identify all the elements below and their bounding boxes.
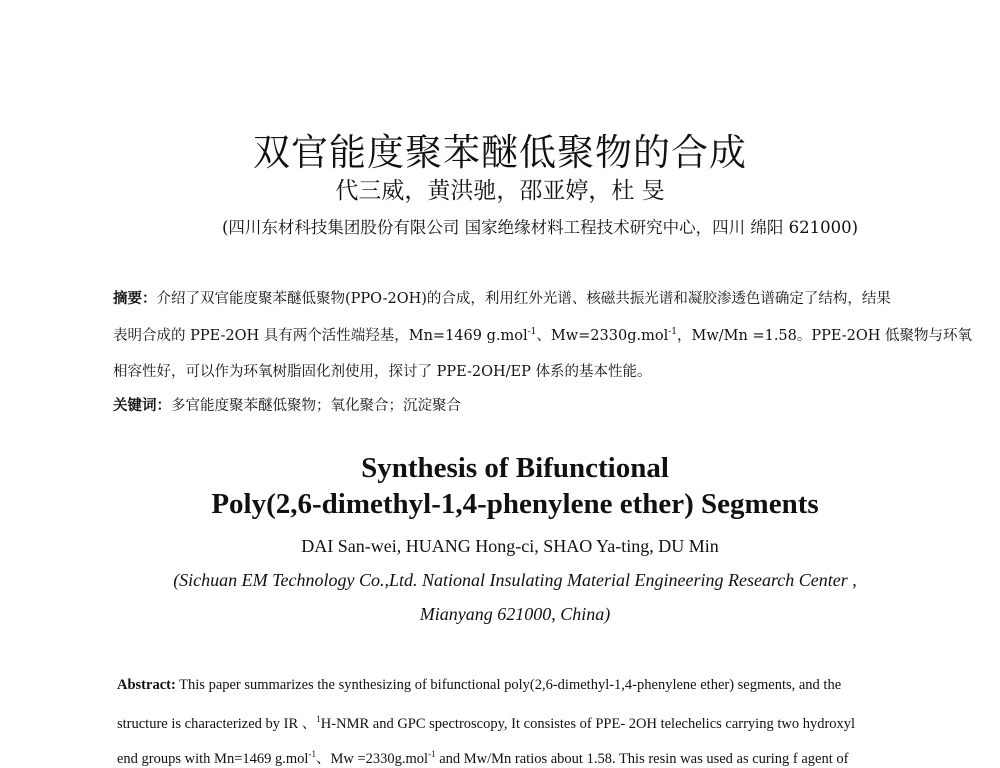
chinese-abstract-text-2b: 、Mw=2330g.mol [536, 328, 669, 344]
english-authors: DAI San-wei, HUANG Hong-ci, SHAO Ya-ting, DU Min [301, 536, 719, 556]
english-abstract-text-1: This paper summarizes the synthesizing of bifunctional poly(2,6-dimethyl-1,4-phenylene ether) segments, and the [175, 677, 842, 693]
english-affiliation-line-2: Mianyang 621000, China) [419, 604, 611, 624]
chinese-abstract-text-2c: ，Mw/Mn =1.58。PPE-2OH 低聚物与环氧 [677, 328, 973, 344]
english-abstract-text-3b: 、Mw =2330g.mol [315, 751, 429, 767]
chinese-abstract-line-1 [113, 289, 913, 309]
superscript: -1 [668, 327, 677, 337]
chinese-abstract-label: 摘要： [113, 290, 157, 307]
english-abstract-label: Abstract: [117, 677, 176, 693]
chinese-abstract-text-1: 介绍了双官能度聚苯醚低聚物(PPO-2OH)的合成，利用红外光谱、核磁共振光谱和凝胶渗透色谱确定了结构，结果 [156, 291, 891, 307]
chinese-affiliation: (四川东材科技集团股份有限公司 国家绝缘材料工程技术研究中心，四川 绵阳 621000) [221, 218, 859, 237]
superscript: 1 [316, 714, 321, 724]
superscript: -1 [527, 327, 537, 337]
english-abstract-text-3a: end groups with Mn=1469 g.mol [117, 751, 309, 767]
english-affiliation-line-1: (Sichuan EM Technology Co.,Ltd. National Insulating Material Engineering Research Center , [173, 570, 857, 590]
chinese-abstract-text-2a: 表明合成的 PPE-2OH 具有两个活性端羟基，Mn=1469 g.mol [113, 328, 528, 344]
chinese-abstract-line-2 [113, 326, 973, 346]
english-abstract-text-3c: and Mw/Mn ratios about 1.58. This resin was used as curing f agent of [435, 751, 849, 767]
english-title-line-1: Synthesis of Bifunctional [361, 452, 669, 484]
english-abstract-line-2 [117, 712, 917, 733]
chinese-abstract-line-3: 相容性好，可以作为环氧树脂固化剂使用，探讨了 PPE-2OH/EP 体系的基本性能。 [113, 364, 652, 380]
english-abstract-line-3 [117, 747, 917, 768]
english-abstract-text-2b: H-NMR and GPC spectroscopy, It consistes of PPE- 2OH telechelics carrying two hydroxyl [320, 716, 856, 732]
chinese-title: 双官能度聚苯醚低聚物的合成 [253, 131, 747, 174]
chinese-keywords-line [113, 396, 913, 416]
english-abstract-text-2a: structure is characterized by IR 、 [117, 716, 317, 732]
chinese-authors: 代三威，黄洪驰，邵亚婷，杜 旻 [335, 178, 665, 204]
superscript: -1 [308, 749, 316, 759]
english-title-line-2: Poly(2,6-dimethyl-1,4-phenylene ether) Segments [211, 488, 819, 520]
superscript: -1 [428, 749, 436, 759]
chinese-keywords: 多官能度聚苯醚低聚物；氧化聚合；沉淀聚合 [171, 398, 461, 414]
english-abstract-line-1 [117, 677, 917, 694]
chinese-keywords-label: 关键词： [113, 397, 171, 414]
